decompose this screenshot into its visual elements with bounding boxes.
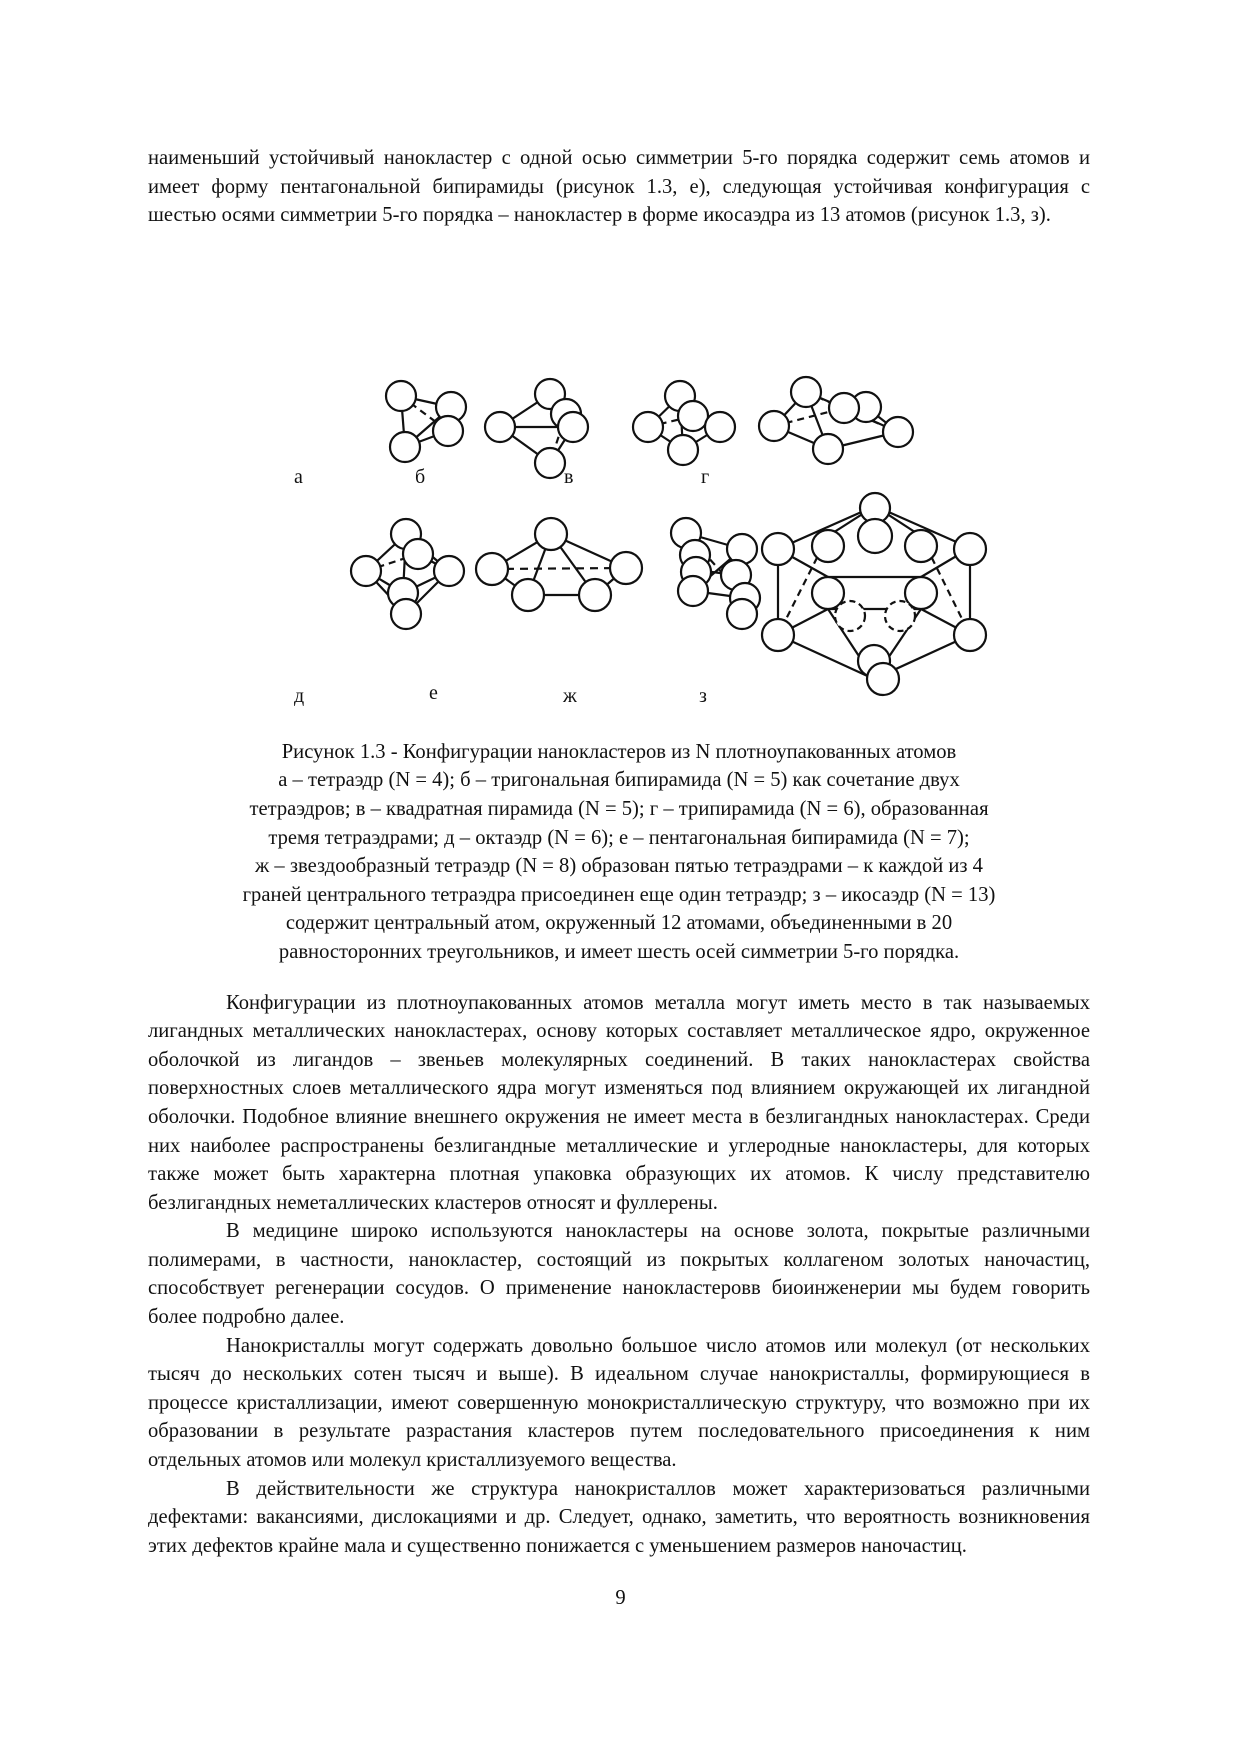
- label-b: б: [415, 465, 426, 488]
- figure-caption: [148, 738, 1090, 967]
- label-d: д: [294, 684, 305, 707]
- caption-line: ж – звездообразный тетраэдр (N = 8) образован пятью тетраэдрами – к каждой из 4: [255, 855, 983, 878]
- cluster-trigonal-bipyramid: [485, 379, 588, 478]
- label-g: г: [701, 465, 710, 488]
- page-number: 9: [615, 1587, 626, 1609]
- cluster-icosahedron: [762, 493, 986, 695]
- label-a: а: [294, 465, 303, 488]
- cluster-square-pyramid: [633, 381, 735, 465]
- document-page: [148, 144, 1090, 1560]
- cluster-pentagonal-bipyramid: [476, 518, 642, 611]
- caption-line: содержит центральный атом, окруженный 12 атомами, объединенными в 20: [285, 912, 953, 935]
- label-zh: ж: [563, 684, 577, 707]
- paragraph-ligand-clusters: Конфигурации из плотноупакованных атомов металла могут иметь место в так называемых лигандных металлических нанокластерах, основу которых составляет металлическое ядро, окруженное оболочкой из лигандов – звеньев молекулярных соединений. В таких нанокластерах свойства поверхностных слоев металлического ядра могут изменяться под влиянием окружающей их лигандной оболочки. Подобное влияние внешнего окружения не имеет места в безлигандных нанокластерах. Среди них наиболее распространены безлигандные металлические и углеродные нанокластеры, для которых также может быть характерна плотная упаковка образующих их атомов. К числу представителю безлигандных неметаллических кластеров относят и фуллерены.: [148, 991, 1090, 1214]
- cluster-star-tetrahedron: [671, 518, 760, 629]
- cluster-tetrahedron: [386, 381, 466, 462]
- cluster-octahedron: [351, 519, 464, 629]
- label-e: е: [429, 681, 438, 704]
- top-paragraph: наименьший устойчивый нанокластер с одной осью симметрии 5-го порядка содержит семь атомов и имеет форму пентагональной бипирамиды (рисунок 1.3, е), следующая устойчивая конфигурация с шестью осями симметрии 5-го порядка – нанокластер в форме икосаэдра из 13 атомов (рисунок 1.3, з).: [148, 147, 1090, 227]
- paragraph-nanocrystals: Нанокристаллы могут содержать довольно большое число атомов или молекул (от нескольких тысяч до нескольких сотен тысяч и выше). В идеальном случае нанокристаллы, формирующиеся в процессе кристаллизации, имеют совершенную монокристаллическую структуру, что возможно при их образовании в результате разрастания кластеров путем последовательного присоединения к ним отдельных атомов или молекул кристаллизуемого вещества.: [148, 1334, 1090, 1472]
- caption-line: равносторонних треугольников, и имеет шесть осей симметрии 5-го порядка.: [278, 940, 960, 963]
- nanocluster-diagrams: [148, 246, 1090, 738]
- label-v: в: [564, 465, 574, 488]
- caption-line: тетраэдров; в – квадратная пирамида (N = 5); г – трипирамида (N = 6), образованная: [249, 797, 989, 820]
- cluster-tripyramid: [759, 377, 913, 464]
- caption-line: тремя тетраэдрами; д – октаэдр (N = 6); е – пентагональная бипирамида (N = 7);: [268, 826, 970, 849]
- figure-1-3: [148, 246, 1090, 738]
- paragraph-medicine: В медицине широко используются нанокластеры на основе золота, покрытые различными полимерами, в частности, нанокластер, состоящий из покрытых коллагеном золотых наночастиц, способствует регенерации сосудов. О применение нанокластеровв биоинженерии мы будем говорить более подробно далее.: [148, 1220, 1090, 1329]
- caption-line: а – тетраэдр (N = 4); б – тригональная бипирамида (N = 5) как сочетание двух: [278, 769, 960, 792]
- caption-line: Рисунок 1.3 - Конфигурации нанокластеров из N плотноупакованных атомов: [281, 740, 957, 763]
- caption-line: граней центрального тетраэдра присоединен еще один тетраэдр; з – икосаэдр (N = 13): [242, 883, 996, 906]
- paragraph-defects: В действительности же структура нанокристаллов может характеризоваться различными дефектами: вакансиями, дислокациями и др. Следует, однако, заметить, что вероятность возникновения этих дефектов крайне мала и существенно понижается с уменьшением размеров наночастиц.: [148, 1477, 1090, 1557]
- label-z: з: [699, 684, 707, 707]
